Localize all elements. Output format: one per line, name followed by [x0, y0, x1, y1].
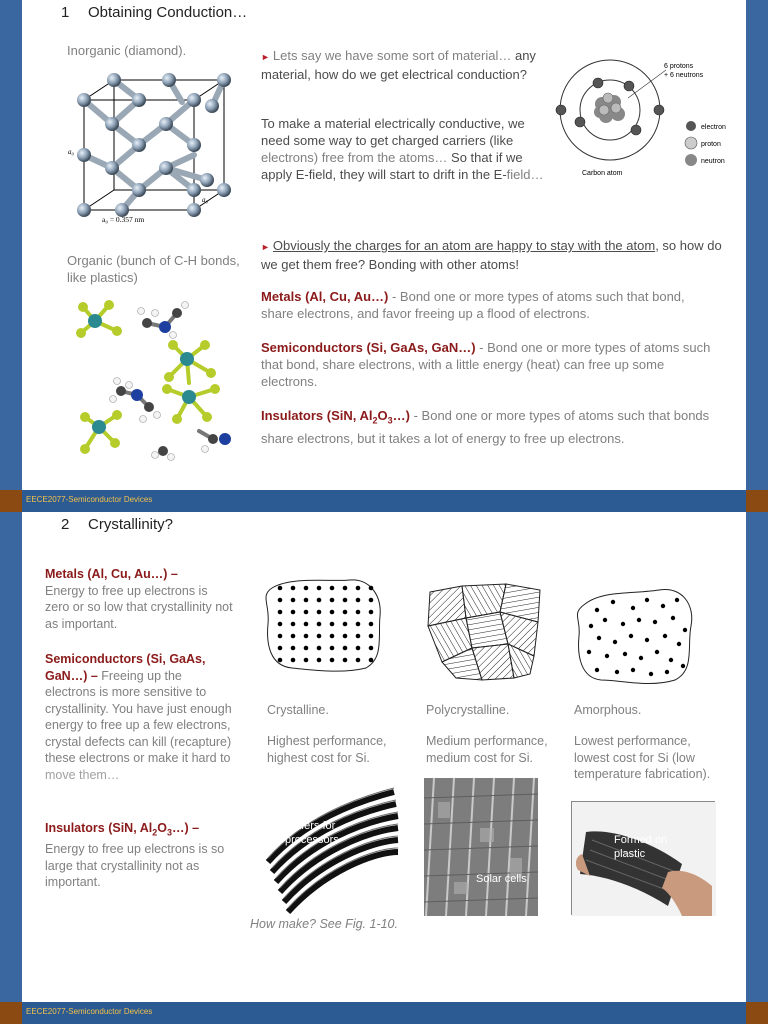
atom-label: + 6 neutrons: [664, 72, 704, 79]
insulators-bullet: Insulators (SiN, $Al_2O_3\dots$) - Bond one or more types of atoms such that bonds share electrons, but it takes a lot of energy to free up electrons.: [261, 408, 710, 446]
amorphous-desc: Lowest performance, lowest cost for Si (low temperature fabrication).: [574, 734, 711, 781]
figure-caption: How make? See Fig. 1-10.: [250, 917, 398, 931]
slide-title: Crystallinity?: [88, 516, 174, 533]
amorphous-diagram: [575, 586, 697, 686]
diamond-caption: a₀ = 0.357 nm: [102, 215, 145, 224]
metals-bullet: Metals (Al, Cu, Au…) - Bond one or more types of atoms such that bond, share electrons, and favor freeing up a flood of electrons.: [261, 289, 685, 321]
paragraph-2: To make a material electrically conductive, we need some way to get charged carriers (like electrons) free from the atoms… So that if we apply E-field, they will start to drift in the E-field…: [261, 116, 544, 182]
legend-electron: electron: [701, 124, 726, 131]
slide-footer: [0, 490, 768, 512]
slide-number: 2: [61, 516, 70, 533]
polycrystalline-diagram: [422, 582, 546, 682]
solar-cells-photo: [424, 778, 538, 916]
inorganic-label: Inorganic (diamond).: [67, 43, 187, 58]
polycrystalline-desc: Medium performance, medium cost for Si.: [426, 734, 548, 765]
metals-bullet: Metals (Al, Cu, Au…) – Energy to free up electrons is zero or so low that crystallinity not as important.: [45, 567, 233, 631]
organic-molecule-figure: [77, 299, 229, 461]
slide-1: [22, 0, 746, 490]
solar-cells-photo-label: Solar cells: [476, 873, 527, 885]
amorphous-title: Amorphous.: [574, 703, 642, 717]
crystalline-diagram: [262, 574, 386, 674]
legend-proton: proton: [701, 141, 721, 148]
flexible-plastic-photo: [571, 801, 715, 915]
slide-number: 1: [61, 4, 70, 21]
footer-course-name: EECE2077-Semiconductor Devices: [26, 495, 153, 504]
slide-footer: [0, 1002, 768, 1024]
slide-title: Obtaining Conduction…: [88, 4, 248, 21]
organic-label: Organic (bunch of C-H bonds, like plastics): [67, 253, 240, 285]
footer-course-name: EECE2077-Semiconductor Devices: [26, 1007, 153, 1016]
crystalline-title: Crystalline.: [267, 703, 329, 717]
paragraph-1: ► Lets say we have some sort of material… any material, how do we get electrical conduction?: [261, 48, 536, 82]
slide-2: [22, 512, 746, 1002]
paragraph-3-link[interactable]: Obviously the charges for an atom are happy to stay with the atom: [272, 238, 656, 253]
bullet-arrow-icon: ►: [261, 242, 270, 252]
wafers-photo-label: Wafers for processors: [285, 820, 339, 846]
diamond-dim-label: a₀: [68, 148, 74, 156]
diamond-lattice-figure: [62, 72, 242, 224]
atom-label: 6 protons: [664, 63, 694, 70]
bullet-arrow-icon: ►: [261, 52, 270, 62]
flexible-plastic-photo-label: Formed on plastic: [614, 834, 668, 860]
paragraph-3: ► Obviously the charges for an atom are happy to stay with the atom, so how do we get them free? Bonding with other atoms!: [261, 238, 722, 272]
polycrystalline-title: Polycrystalline.: [426, 703, 510, 717]
legend-neutron: neutron: [701, 158, 725, 165]
diamond-dim-label: a₀: [202, 196, 208, 204]
semiconductors-bullet: Semiconductors (Si, GaAs, GaN…) - Bond one or more types of atoms such that bond, share electrons, with a little energy (heat) can free up some electrons.: [261, 340, 711, 389]
crystalline-desc: Highest performance, highest cost for Si.: [267, 734, 387, 765]
insulators-bullet: Insulators (SiN, $Al_2O_3\dots$) – Energy to free up electrons is so large that crystallinity not as important.: [45, 821, 225, 889]
carbon-atom-figure: [556, 58, 726, 180]
semiconductors-bullet: Semiconductors (Si, GaAs, GaN…) – Freeing up the electrons is more sensitive to crystallinity. You have just enough energy to free up a few electrons, crystal defects can kill (recapture) these electrons or make it hard to move them…: [45, 652, 232, 782]
wafers-photo: [264, 782, 398, 915]
atom-caption: Carbon atom: [582, 170, 623, 177]
